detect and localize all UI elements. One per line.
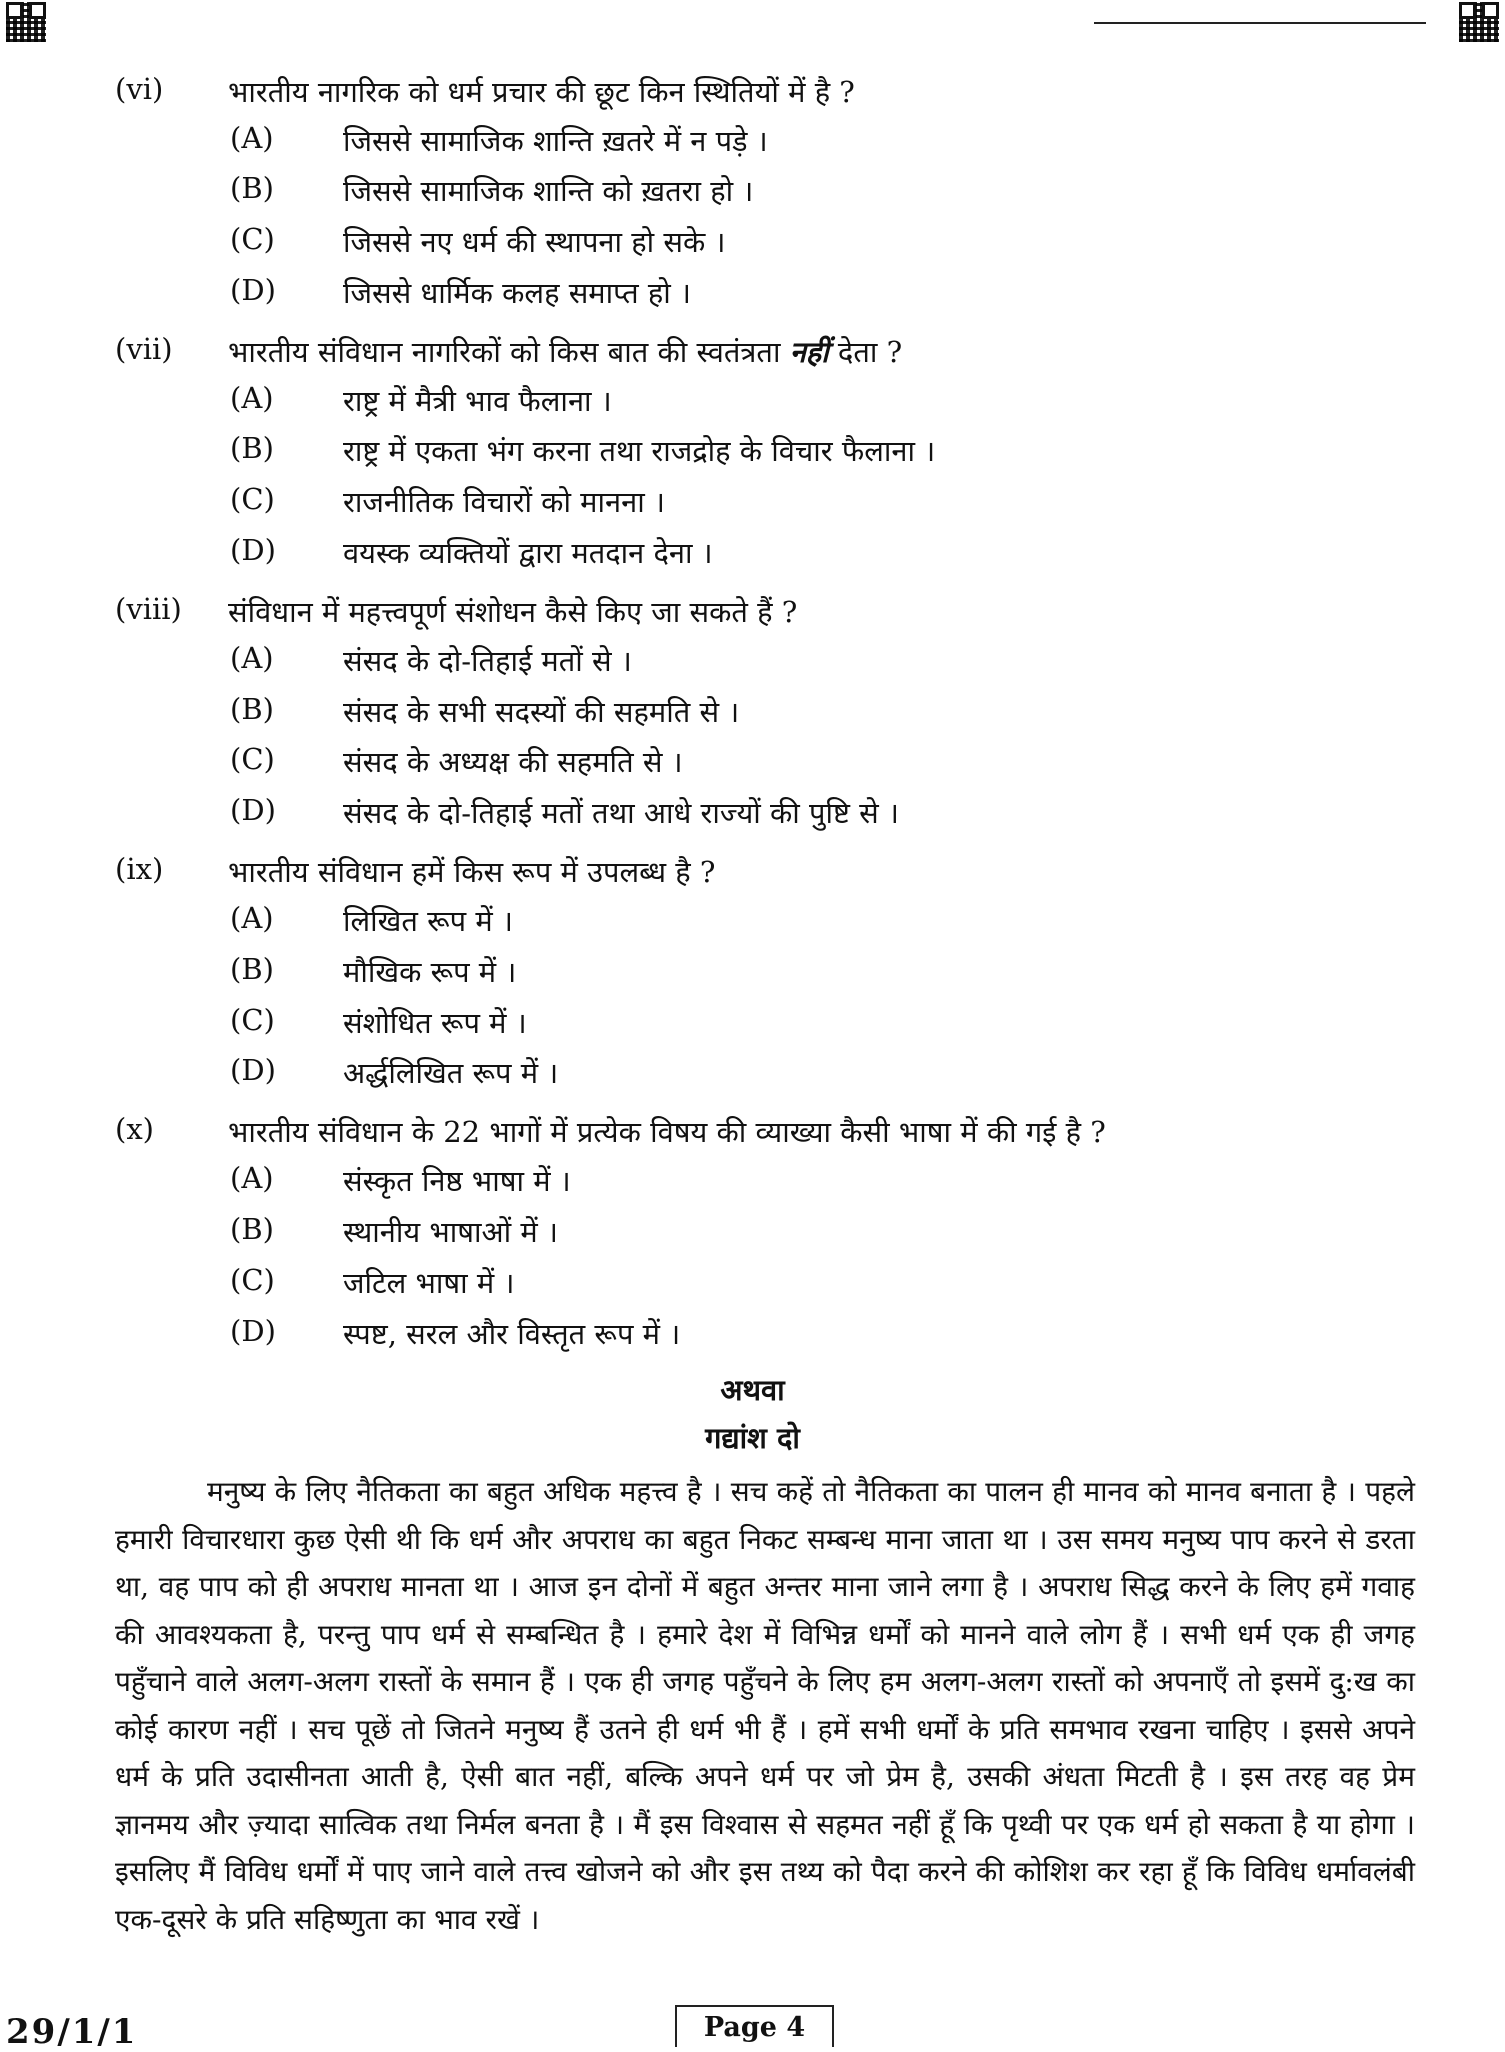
option-text: संसद के दो-तिहाई मतों से । xyxy=(343,644,632,678)
option-text: संसद के अध्यक्ष की सहमति से । xyxy=(343,745,683,779)
option-row xyxy=(0,431,1505,471)
option-row xyxy=(0,482,1505,522)
option-letter: (C) xyxy=(230,482,275,516)
option-letter: (B) xyxy=(230,692,274,726)
question-text: संविधान में महत्त्वपूर्ण संशोधन कैसे किए जा सकते हैं ? xyxy=(228,595,798,629)
option-letter: (B) xyxy=(230,171,274,205)
option-letter: (C) xyxy=(230,1263,275,1297)
option-row xyxy=(0,171,1505,211)
option-letter: (C) xyxy=(230,742,275,776)
option-text: संस्कृत निष्ठ भाषा में । xyxy=(343,1164,571,1198)
qr-code-icon xyxy=(6,2,46,42)
option-text: संसद के सभी सदस्यों की सहमति से । xyxy=(343,695,740,729)
paper-code: 29/1/1 xyxy=(6,2012,138,2052)
option-text: मौखिक रूप में । xyxy=(343,955,517,989)
question-text: भारतीय संविधान हमें किस रूप में उपलब्ध है ? xyxy=(228,855,716,889)
question-text: भारतीय नागरिक को धर्म प्रचार की छूट किन स्थितियों में है ? xyxy=(228,75,855,109)
option-text: जटिल भाषा में । xyxy=(343,1266,515,1300)
option-text: राष्ट्र में एकता भंग करना तथा राजद्रोह के विचार फैलाना । xyxy=(343,434,936,468)
option-row xyxy=(0,222,1505,262)
option-letter: (B) xyxy=(230,431,274,465)
passage-text: मनुष्य के लिए नैतिकता का बहुत अधिक महत्त्व है । सच कहें तो नैतिकता का पालन ही मानव को मानव बनाता है । पहले हमारी विचारधारा कुछ ऐसी थी कि धर्म और अपराध का बहुत निकट सम्बन्ध माना जाता था । उस समय मनुष्य पाप करने से डरता था, वह पाप को ही अपराध मानता था । आज इन दोनों में बहुत अन्तर माना जाने लगा है । अपराध सिद्ध करने के लिए हमें गवाह की आवश्यकता है, परन्तु पाप धर्म से सम्बन्धित है । हमारे देश में विभिन्न धर्मों को मानने वाले लोग हैं । सभी धर्म एक ही जगह पहुँचाने वाले अलग-अलग रास्तों के समान हैं । एक ही जगह पहुँचने के लिए हम अलग-अलग रास्तों को अपनाएँ तो इसमें दु:ख का कोई कारण नहीं । सच पूछें तो जितने मनुष्य हैं उतने ही धर्म भी हैं । हमें सभी धर्मों के प्रति समभाव रखना चाहिए । इससे अपने धर्म के प्रति उदासीनता आती है, ऐसी बात नहीं, बल्कि अपने धर्म पर जो प्रेम है, उसकी अंधता मिटती है । इस तरह वह प्रेम ज्ञानमय और ज़्यादा सात्विक तथा निर्मल बनता है । मैं इस विश्वास से सहमत नहीं हूँ कि पृथ्वी पर एक धर्म हो सकता है या होगा । इसलिए मैं विविध धर्मों में पाए जाने वाले तत्त्व खोजने को और इस तथ्य को पैदा करने की कोशिश कर रहा हूँ कि विविध धर्मावलंबी एक-दूसरे के प्रति सहिष्णुता का भाव रखें । xyxy=(115,1475,1415,1936)
question-text: भारतीय संविधान के 22 भागों में प्रत्येक विषय की व्याख्या कैसी भाषा में की गई है ? xyxy=(228,1115,1106,1149)
option-letter: (D) xyxy=(230,1053,276,1087)
option-text: स्पष्ट, सरल और विस्तृत रूप में । xyxy=(343,1317,681,1351)
question-text xyxy=(228,332,902,371)
question-number: (vii) xyxy=(115,332,173,366)
option-letter: (C) xyxy=(230,1003,275,1037)
option-row xyxy=(0,1003,1505,1043)
option-text: राजनीतिक विचारों को मानना । xyxy=(343,485,665,519)
question-number: (ix) xyxy=(115,852,164,886)
option-letter: (B) xyxy=(230,952,274,986)
option-row xyxy=(0,1161,1505,1201)
option-row xyxy=(0,793,1505,833)
option-text: जिससे सामाजिक शान्ति ख़तरे में न पड़े । xyxy=(343,124,768,158)
option-text: अर्द्धलिखित रूप में । xyxy=(343,1056,559,1090)
option-row xyxy=(0,533,1505,573)
question-text-part: देता ? xyxy=(828,335,903,369)
option-text: वयस्क व्यक्तियों द्वारा मतदान देना । xyxy=(343,536,713,570)
option-text: राष्ट्र में मैत्री भाव फैलाना । xyxy=(343,384,612,418)
question-text-part: भारतीय संविधान नागरिकों को किस बात की स्वतंत्रता xyxy=(228,335,790,369)
option-text: जिससे धार्मिक कलह समाप्त हो । xyxy=(343,276,691,310)
option-letter: (D) xyxy=(230,273,276,307)
option-letter: (D) xyxy=(230,1314,276,1348)
option-letter: (A) xyxy=(230,121,274,155)
option-row xyxy=(0,901,1505,941)
option-text: जिससे नए धर्म की स्थापना हो सके । xyxy=(343,225,726,259)
option-row xyxy=(0,381,1505,421)
question-number: (viii) xyxy=(115,592,182,626)
option-row xyxy=(0,1263,1505,1303)
option-row xyxy=(0,1053,1505,1093)
or-heading: अथवा xyxy=(720,1373,785,1407)
option-letter: (D) xyxy=(230,793,276,827)
emphasized-word: नहीं xyxy=(789,335,829,369)
option-row xyxy=(0,273,1505,313)
option-text: संशोधित रूप में । xyxy=(343,1006,527,1040)
option-text: स्थानीय भाषाओं में । xyxy=(343,1215,558,1249)
option-row xyxy=(0,952,1505,992)
option-row xyxy=(0,742,1505,782)
qr-code-icon xyxy=(1459,2,1499,42)
option-letter: (C) xyxy=(230,222,275,256)
option-letter: (A) xyxy=(230,901,274,935)
option-text: जिससे सामाजिक शान्ति को ख़तरा हो । xyxy=(343,174,754,208)
option-letter: (A) xyxy=(230,1161,274,1195)
question-number: (x) xyxy=(115,1112,154,1146)
option-text: संसद के दो-तिहाई मतों तथा आधे राज्यों की पुष्टि से । xyxy=(343,796,899,830)
option-row xyxy=(0,1212,1505,1252)
option-letter: (A) xyxy=(230,641,274,675)
option-letter: (D) xyxy=(230,533,276,567)
option-text: लिखित रूप में । xyxy=(343,904,513,938)
option-row xyxy=(0,121,1505,161)
option-row xyxy=(0,692,1505,732)
option-row xyxy=(0,641,1505,681)
page-number: Page 4 xyxy=(675,2005,834,2047)
question-number: (vi) xyxy=(115,72,164,106)
option-row xyxy=(0,1314,1505,1354)
option-letter: (A) xyxy=(230,381,274,415)
top-rule xyxy=(1094,22,1426,24)
option-letter: (B) xyxy=(230,1212,274,1246)
passage-heading: गद्यांश दो xyxy=(705,1421,800,1455)
